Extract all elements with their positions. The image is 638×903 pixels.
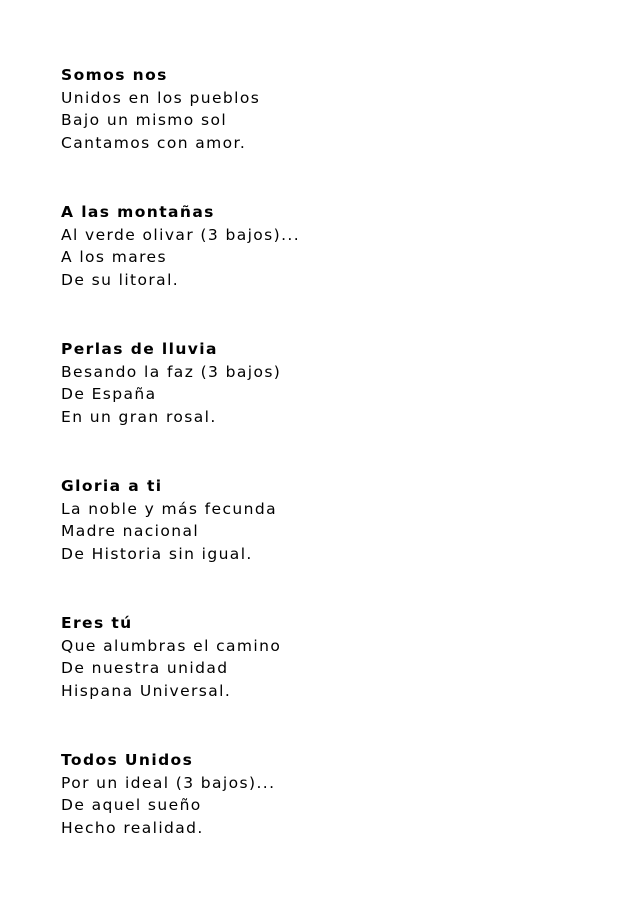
stanza-line: De nuestra unidad [61, 659, 229, 677]
stanza-line: Por un ideal (3 bajos)... [61, 773, 276, 792]
stanza-line: Hecho realidad. [61, 818, 204, 837]
stanza-line: En un gran rosal. [61, 407, 217, 426]
stanza-heading: Eres tú [61, 614, 133, 632]
stanza-heading: Somos nos [61, 66, 168, 84]
stanza-heading: A las montañas [61, 203, 215, 221]
stanza-line: A los mares [61, 248, 167, 266]
stanza-line: Unidos en los pueblos [61, 88, 261, 107]
stanza-heading: Gloria a ti [61, 477, 163, 495]
stanza-line: Cantamos con amor. [61, 133, 247, 152]
stanza-line: De aquel sueño [61, 796, 202, 814]
stanza-3 [61, 338, 601, 475]
stanza-line: Besando la faz (3 bajos) [61, 362, 282, 381]
stanza-2 [61, 201, 601, 338]
stanza-6 [61, 749, 601, 886]
stanza-line: La noble y más fecunda [61, 499, 277, 518]
stanza-line: De España [61, 385, 157, 403]
stanza-line: De Historia sin igual. [61, 544, 253, 563]
lyrics-page [61, 64, 601, 886]
stanza-1 [61, 64, 601, 201]
stanza-4 [61, 475, 601, 612]
stanza-heading: Todos Unidos [61, 751, 194, 769]
stanza-5 [61, 612, 601, 749]
stanza-line: Hispana Universal. [61, 681, 232, 700]
stanza-line: Madre nacional [61, 522, 200, 540]
stanza-line: Al verde olivar (3 bajos)... [61, 225, 301, 244]
stanza-line: Bajo un mismo sol [61, 111, 228, 129]
stanza-line: Que alumbras el camino [61, 636, 282, 655]
stanza-line: De su litoral. [61, 270, 180, 289]
stanza-heading: Perlas de lluvia [61, 340, 218, 358]
